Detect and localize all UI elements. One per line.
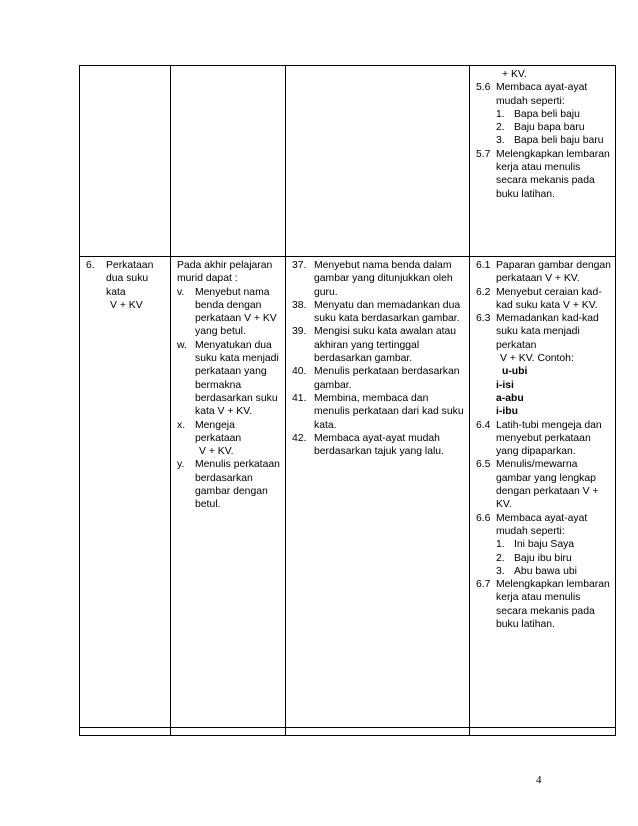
list-item: 6.1 Paparan gambar dengan perkataan V + KV. [476, 260, 611, 285]
objective-intro: Pada akhir pelajaran murid dapat : [177, 260, 273, 285]
sub-list-item: 3. Bapa beli baju baru [496, 135, 604, 147]
list-item: 6.3 Memadankan kad-kad suku kata menjadi perkatan V + KV. Contoh: [476, 313, 599, 365]
list-item: 6.2 Menyebut ceraian kad-kad suku kata V + KV. [476, 286, 602, 311]
list-item [476, 148, 611, 201]
list-item: 40. Menulis perkataan berdasarkan gambar. [292, 366, 460, 391]
list-item: 6.6 Membaca ayat-ayat mudah seperti: [476, 512, 588, 537]
list-item: v. Menyebut nama benda dengan perkataan V + KV yang betul. [177, 286, 277, 338]
list-item: 38. Menyatu dan memadankan dua suku kata berdasarkan gambar. [292, 299, 461, 325]
item-text: Membaca ayat-ayat mudah seperti: [496, 82, 588, 107]
topic-cell [80, 257, 171, 728]
sub-list-item: 1. Bapa beli baju [496, 108, 580, 120]
topic-cell [80, 66, 171, 257]
example-word: i-ibu [496, 406, 518, 418]
table-row [80, 257, 616, 728]
example-word: i-isi [496, 379, 514, 391]
list-item: 6.7 Melengkapkan lembaran kerja atau menulis secara mekanis pada buku latihan. [476, 579, 610, 631]
activity-cell [470, 66, 616, 257]
objective-cell [171, 257, 286, 728]
list-item: 39. Mengisi suku kata awalan atau akhiran yang tertinggal berdasarkan gambar. [292, 326, 457, 365]
example-word: a-abu [496, 392, 524, 404]
sub-list-item: 3. Abu bawa ubi [496, 565, 577, 577]
topic-number: 6. [86, 260, 95, 271]
continued-line: + KV. [502, 69, 527, 80]
objective-cell [171, 66, 286, 257]
list-item: w. Menyatukan dua suku kata menjadi perkataan yang bermakna berdasarkan suku kata V + KV. [177, 339, 279, 418]
list-item: x. Mengeja perkataan V + KV. [177, 419, 242, 458]
page-number: 4 [536, 774, 542, 786]
topic-formula: V + KV [110, 299, 143, 311]
list-item: 6.4 Latih-tubi mengeja dan menyebut perkataan yang dipaparkan. [476, 419, 602, 458]
item-number: 5.7 [476, 148, 491, 160]
learning-outcome-cell [286, 257, 470, 728]
item-text: Melengkapkan lembaran kerja atau menulis secara mekanis pada buku latihan. [496, 148, 610, 200]
sub-list-item: 2. Baju ibu biru [496, 552, 572, 564]
lesson-plan-table [79, 65, 616, 736]
list-item [476, 81, 611, 108]
list-item: 42. Membaca ayat-ayat mudah berdasarkan tajuk yang lalu. [292, 432, 444, 458]
learning-outcome-cell [286, 66, 470, 257]
sub-list-item: 1. Ini baju Saya [496, 539, 575, 551]
example-word: u-ubi [502, 366, 528, 378]
list-item: y. Menulis perkataan berdasarkan gambar dengan betul. [177, 459, 280, 511]
list-item: 6.5 Menulis/mewarna gambar yang lengkap dengan perkataan V + KV. [476, 459, 599, 511]
list-item: 37. Menyebut nama benda dalam gambar yang ditunjukkan oleh guru. [292, 260, 453, 298]
table-row [80, 66, 616, 257]
sub-list-item: 2. Baju bapa baru [496, 122, 585, 134]
activity-cell [470, 257, 616, 728]
item-number: 5.6 [476, 82, 491, 94]
list-item: 41. Membina, membaca dan menulis perkataan dari kad suku kata. [292, 392, 464, 431]
topic-title: Perkataan dua suku kata [106, 260, 154, 298]
table-row [80, 728, 616, 736]
